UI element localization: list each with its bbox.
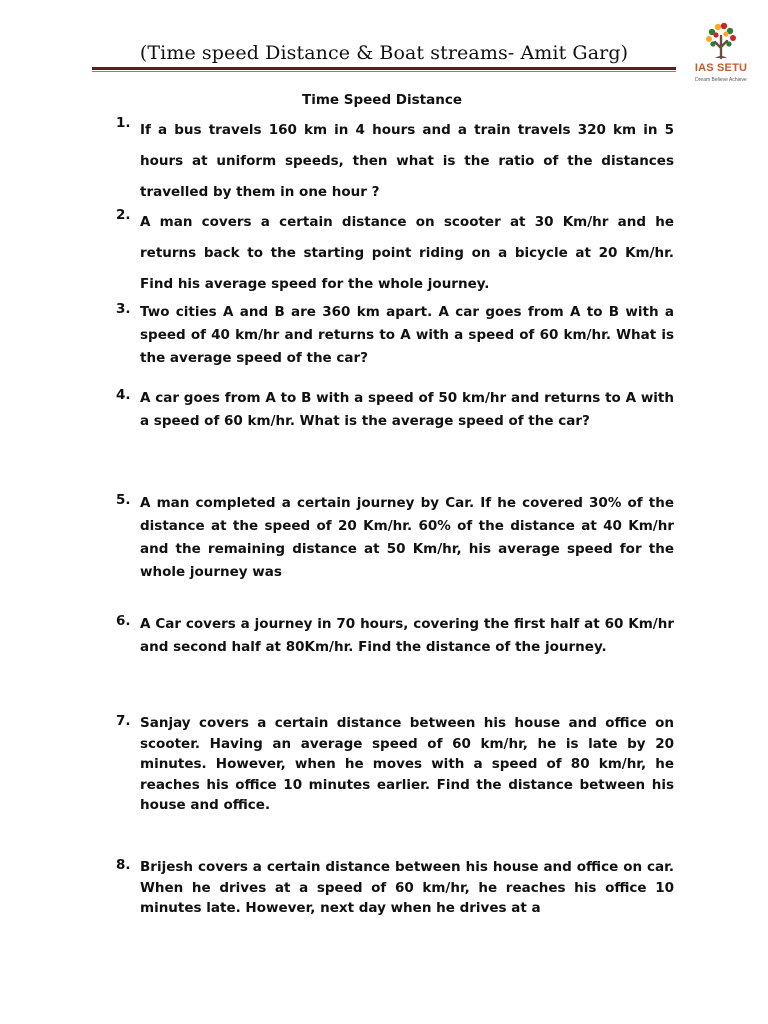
question-number: 8. [116, 857, 131, 873]
question-number: 4. [116, 387, 131, 403]
page-title: (Time speed Distance & Boat streams- Amit Garg) [139, 42, 629, 64]
logo [682, 18, 760, 88]
question-number: 6. [116, 613, 131, 629]
question-number: 2. [116, 207, 131, 223]
question-8 [116, 857, 674, 919]
question-text: A man covers a certain distance on scooter at 30 Km/hr and he returns back to the starting point riding on a bicycle at 20 Km/hr. Find his average speed for the whole journey. [140, 214, 674, 292]
question-4 [116, 387, 674, 433]
logo-tagline: Dream Believe Achieve [695, 77, 747, 83]
question-number: 5. [116, 492, 131, 508]
logo-name: IAS SETU [694, 62, 748, 74]
question-6 [116, 613, 674, 659]
question-7 [116, 713, 674, 816]
section-heading: Time Speed Distance [301, 92, 463, 108]
question-text: A man completed a certain journey by Car. If he covered 30% of the distance at the speed of 20 Km/hr. 60% of the distance at 40 Km/hr and the remaining distance at 50 Km/hr, his average speed for the whole journey was [140, 495, 674, 580]
question-number: 3. [116, 301, 131, 317]
question-text: If a bus travels 160 km in 4 hours and a train travels 320 km in 5 hours at uniform speeds, then what is the ratio of the distances travelled by them in one hour ? [140, 122, 674, 200]
question-text: Sanjay covers a certain distance between his house and office on scooter. Having an average speed of 60 km/hr, he is late by 20 minutes. However, when he moves with a speed of 80 km/hr, he reaches his office 10 minutes earlier. Find the distance between his house and office. [140, 715, 674, 814]
tree-icon [682, 18, 760, 62]
question-number: 7. [116, 713, 131, 729]
question-text: A Car covers a journey in 70 hours, covering the first half at 60 Km/hr and second half at 80Km/hr. Find the distance of the journey. [140, 616, 674, 655]
question-number: 1. [116, 115, 131, 131]
question-text: Two cities A and B are 360 km apart. A car goes from A to B with a speed of 40 km/hr and returns to A with a speed of 60 km/hr. What is the average speed of the car? [140, 304, 674, 366]
question-5 [116, 492, 674, 584]
header-rule [92, 67, 676, 70]
header-rule-thin [92, 71, 676, 72]
question-text: A car goes from A to B with a speed of 50 km/hr and returns to A with a speed of 60 km/hr. What is the average speed of the car? [140, 390, 674, 429]
question-1 [116, 115, 674, 208]
question-3 [116, 301, 674, 370]
question-text: Brijesh covers a certain distance between his house and office on car. When he drives at a speed of 60 km/hr, he reaches his office 10 minutes late. However, next day when he drives at a [140, 859, 674, 917]
question-2 [116, 207, 674, 300]
